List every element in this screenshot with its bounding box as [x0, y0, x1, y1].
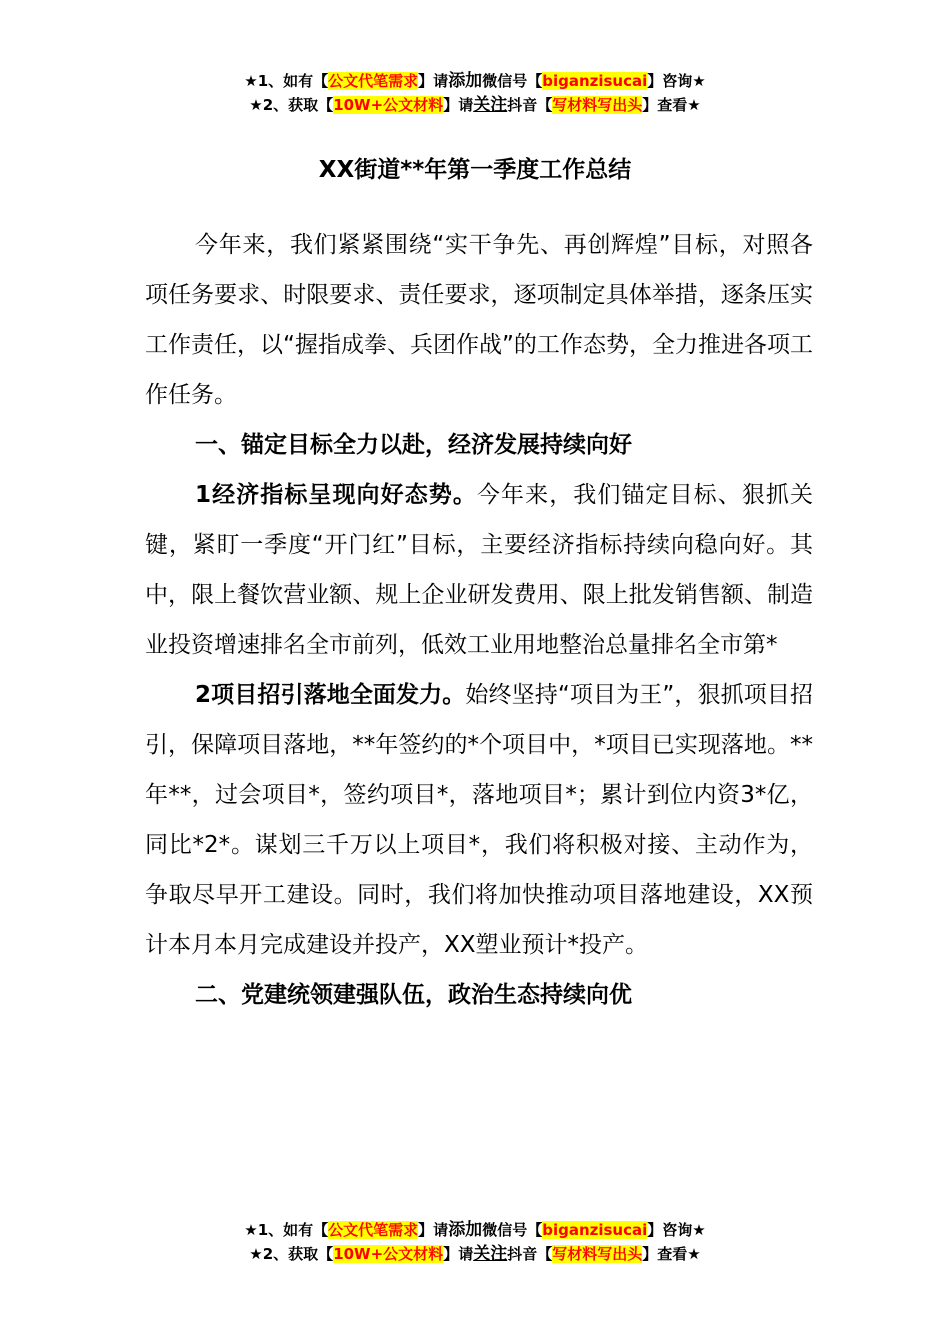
promo-line-2	[0, 1242, 950, 1266]
promo-text: 】请	[443, 1245, 474, 1263]
promo-banner-top	[0, 69, 950, 117]
promo-text: 】咨询★	[647, 1221, 706, 1239]
promo-text: 】请	[443, 96, 474, 114]
item-2-text: 始终坚持“项目为王”，狠抓项目招引，保障项目落地，**年签约的*个项目中，*项目已实现落地。**年**，过会项目*，签约项目*，落地项目*；累计到位内资3*亿，同比*2*。谋划三千万以上项目*，我们将积极对接、主动作为，争取尽早开工建设。同时，我们将加快推动项目落地建设，XX预计本月本月完成建设并投产，XX塑业预计*投产。	[145, 682, 813, 958]
promo-text: 微信号【	[482, 72, 543, 90]
promo-text: 抖音【	[507, 1245, 553, 1263]
promo-text: 】查看★	[642, 1245, 701, 1263]
promo-text: 】请	[418, 72, 449, 90]
promo-text: 】查看★	[642, 96, 701, 114]
section-1-heading: 一、锚定目标全力以赴，经济发展持续向好	[195, 432, 632, 458]
promo-line-1	[0, 1218, 950, 1242]
item-1-lead: 1经济指标呈现向好态势。	[195, 482, 477, 508]
promo-text: 】咨询★	[647, 72, 706, 90]
item-1-text: 今年来，我们锚定目标、狠抓关键，紧盯一季度“开门红”目标，主要经济指标持续向稳向好。其中，限上餐饮营业额、规上企业研发费用、限上批发销售额、制造业投资增速排名全市前列，低效工业用地整治总量排名全市第*	[145, 482, 814, 658]
promo-text: ★1、如有【	[244, 1221, 329, 1239]
promo-text: ★2、获取【	[249, 1245, 334, 1263]
section-2-heading: 二、党建统领建强队伍，政治生态持续向优	[195, 982, 632, 1008]
promo-highlight: 公文代笔需求	[328, 72, 419, 90]
document-body	[145, 220, 813, 1020]
promo-text: ★1、如有【	[244, 72, 329, 90]
promo-text: 微信号【	[482, 1221, 543, 1239]
promo-highlight: 公文代笔需求	[328, 1221, 419, 1239]
item-1-paragraph	[145, 470, 813, 670]
promo-text: 】请	[418, 1221, 449, 1239]
promo-highlight: biganzisucai	[542, 1221, 648, 1239]
promo-emphasis: 关注	[473, 1244, 508, 1264]
promo-highlight: 写材料写出头	[552, 1245, 643, 1263]
promo-highlight: biganzisucai	[542, 72, 648, 90]
promo-line-2	[0, 93, 950, 117]
promo-emphasis: 添加	[448, 71, 483, 91]
item-2-lead: 2项目招引落地全面发力。	[195, 682, 466, 708]
intro-paragraph: 今年来，我们紧紧围绕“实干争先、再创辉煌”目标，对照各项任务要求、时限要求、责任要求，逐项制定具体举措，逐条压实工作责任，以“握指成拳、兵团作战”的工作态势，全力推进各项工作任务。	[145, 232, 813, 408]
promo-highlight: 10W+公文材料	[333, 1245, 444, 1263]
promo-text: 抖音【	[507, 96, 553, 114]
promo-emphasis: 关注	[473, 95, 508, 115]
item-2-paragraph	[145, 670, 813, 970]
promo-emphasis: 添加	[448, 1220, 483, 1240]
promo-highlight: 10W+公文材料	[333, 96, 444, 114]
promo-banner-bottom	[0, 1218, 950, 1266]
promo-text: ★2、获取【	[249, 96, 334, 114]
promo-line-1	[0, 69, 950, 93]
promo-highlight: 写材料写出头	[552, 96, 643, 114]
document-title: XX街道**年第一季度工作总结	[318, 157, 632, 183]
